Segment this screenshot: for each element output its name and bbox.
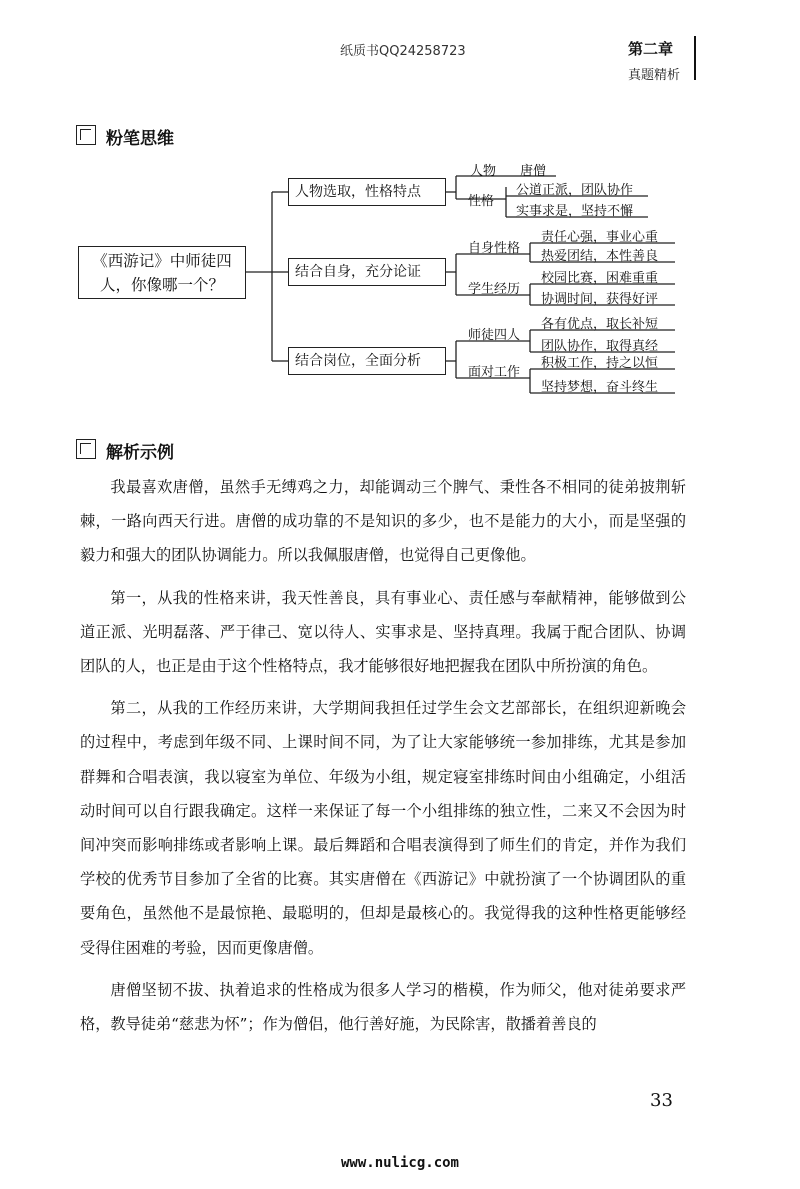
mindmap-sub-label: 性格 — [468, 194, 495, 209]
mindmap-leaf: 唐僧 — [520, 164, 547, 179]
paragraph: 唐僧坚韧不拔、执着追求的性格成为很多人学习的楷模，作为师父，他对徒弟要求严格，教导徒弟“慈悲为怀”；作为僧侣，他行善好施，为民除害，散播着善良的 — [80, 980, 686, 1034]
mindmap-leaf: 团队协作，取得真经 — [541, 339, 659, 354]
section-icon — [76, 439, 96, 459]
paragraph: 我最喜欢唐僧，虽然手无缚鸡之力，却能调动三个脾气、秉性各不相同的徒弟披荆斩棘，一路向西天行进。唐僧的成功靠的不是知识的多少，也不是能力的大小，而是坚强的毅力和强大的团队协调能力。所以我佩服唐僧，也觉得自己更像他。 — [80, 478, 686, 565]
mindmap-leaf: 热爱团结，本性善良 — [541, 249, 659, 264]
mindmap-sub-label: 人物 — [470, 164, 497, 179]
mindmap-sub-label: 自身性格 — [468, 241, 521, 256]
chapter-label: 第二章 — [628, 40, 674, 58]
mindmap-leaf: 责任心强，事业心重 — [541, 230, 659, 245]
mindmap-branch-1: 人物选取，性格特点 — [288, 178, 446, 206]
mindmap-branch-3: 结合岗位，全面分析 — [288, 347, 446, 375]
mindmap-leaf: 实事求是，坚持不懈 — [516, 204, 634, 219]
mindmap-root: 《西游记》中师徒四人，你像哪一个？ — [78, 246, 246, 299]
mindmap-leaf: 公道正派，团队协作 — [516, 183, 634, 198]
paragraph: 第一，从我的性格来讲，我天性善良，具有事业心、责任感与奉献精神，能够做到公道正派、光明磊落、严于律己、宽以待人、实事求是、坚持真理。我属于配合团队、协调团队的人，也正是由于这个性格特点，我才能够很好地把握我在团队中所扮演的角色。 — [80, 588, 686, 676]
mindmap-leaf: 坚持梦想，奋斗终生 — [541, 380, 659, 395]
mindmap-leaf: 校园比赛，困难重重 — [541, 271, 659, 286]
page-number: 33 — [650, 1090, 673, 1111]
mindmap-sub-label: 学生经历 — [468, 282, 521, 297]
mindmap-sub-label: 师徒四人 — [468, 328, 521, 343]
section-label: 真题精析 — [628, 68, 681, 83]
mindmap-branch-2: 结合自身，充分论证 — [288, 258, 446, 286]
mindmap-leaf: 各有优点，取长补短 — [541, 317, 659, 332]
mindmap-section-title: 粉笔思维 — [106, 129, 174, 149]
mindmap-leaf: 协调时间，获得好评 — [541, 292, 659, 307]
mindmap-leaf: 积极工作，持之以恒 — [541, 356, 659, 371]
analysis-body — [80, 470, 686, 1049]
analysis-section-title: 解析示例 — [106, 443, 174, 463]
mindmap-sub-label: 面对工作 — [468, 365, 521, 380]
header-watermark: 纸质书QQ24258723 — [340, 44, 466, 59]
paragraph: 第二，从我的工作经历来讲，大学期间我担任过学生会文艺部部长，在组织迎新晚会的过程中，考虑到年级不同、上课时间不同，为了让大家能够统一参加排练，尤其是参加群舞和合唱表演，我以寝室为单位、年级为小组，规定寝室排练时间由小组确定，小组活动时间可以自行跟我确定。这样一来保证了每一个小组排练的独立性，二来又不会因为时间冲突而影响排练或者影响上课。最后舞蹈和合唱表演得到了师生们的肯定，并作为我们学校的优秀节目参加了全省的比赛。其实唐僧在《西游记》中就扮演了一个协调团队的重要角色，虽然他不是最惊艳、最聪明的，但却是最核心的。我觉得我的这种性格更能够经受得住困难的考验，因而更像唐僧。 — [80, 699, 686, 957]
footer-url: www.nulicg.com — [340, 1155, 459, 1171]
